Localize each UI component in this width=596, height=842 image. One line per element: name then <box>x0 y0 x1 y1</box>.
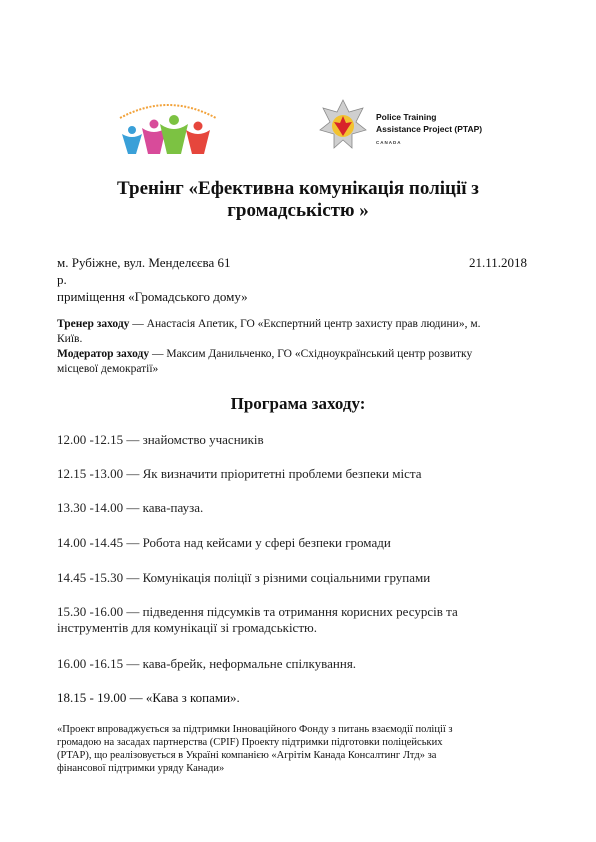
venue: приміщення «Громадського дому» <box>57 289 248 304</box>
ptap-line-2: Assistance Project (PTAP) <box>376 124 483 134</box>
program-item: 13.30 -14.00 — кава-пауза. <box>57 500 204 515</box>
program-item-line-2: інструментів для комунікації зі громадськістю. <box>57 620 317 635</box>
footer-line-1: «Проект впроваджується за підтримки Інноваційного Фонду з питань взаємодії поліції з <box>57 724 453 735</box>
trainer-label: Тренер заходу <box>57 318 130 330</box>
police-badge-icon <box>318 98 368 154</box>
title-line-1: Тренінг «Ефективна комунікація поліції з <box>117 178 479 199</box>
program-item <box>57 604 537 636</box>
program-item: 12.00 -12.15 — знайомство учасників <box>57 432 264 447</box>
community-logo <box>108 96 228 158</box>
people-block <box>57 317 537 377</box>
ptap-logo <box>318 98 508 158</box>
footer-line-4: фінансової підтримки уряду Канади» <box>57 763 225 774</box>
address: м. Рубіжне, вул. Менделєєва 61 <box>57 255 231 270</box>
program-item: 14.45 -15.30 — Комунікація поліції з різними соціальними групами <box>57 570 431 585</box>
trainer-text-2: Київ. <box>57 333 83 345</box>
ptap-line-1: Police Training <box>376 112 437 122</box>
moderator-label: Модератор заходу <box>57 348 150 360</box>
footer-line-2: громадою на засадах партнерства (CPIF) Проекту підтримки підготовки поліцейських <box>57 737 443 748</box>
trainer-line <box>57 317 537 332</box>
footer-note <box>57 723 537 775</box>
ptap-name <box>376 111 482 135</box>
footer-line-3: (PTAP), що реалізовується в Україні компанією «Агрітім Канада Консалтинг Лтд» за <box>57 750 437 761</box>
program-item: 14.00 -14.45 — Робота над кейсами у сфері безпеки громади <box>57 535 391 550</box>
community-figures-icon <box>108 96 228 158</box>
title-line-2: громадськістю » <box>227 200 369 221</box>
program-title: Програма заходу: <box>230 394 366 413</box>
location-line <box>57 254 527 271</box>
moderator-text-2: місцевої демократії» <box>57 363 159 375</box>
program-item: 16.00 -16.15 — кава-брейк, неформальне спілкування. <box>57 656 357 671</box>
ptap-country: CANADA <box>376 140 402 145</box>
trainer-text: — Анастасія Апетик, ГО «Експертний центр захисту прав людини», м. <box>129 318 481 330</box>
header-logos <box>0 96 596 162</box>
program-item: 12.15 -13.00 — Як визначити пріоритетні проблеми безпеки міста <box>57 466 422 481</box>
program-item: 18.15 - 19.00 — «Кава з копами». <box>57 690 240 705</box>
moderator-line <box>57 347 537 362</box>
event-date: 21.11.2018 <box>468 255 527 270</box>
page-title <box>80 178 516 222</box>
moderator-text: — Максим Данильченко, ГО «Східноукраїнський центр розвитку <box>149 348 473 360</box>
location-line-2: р. <box>57 272 67 287</box>
program-item-line-1: 15.30 -16.00 — підведення підсумків та отримання корисних ресурсів та <box>57 604 458 619</box>
